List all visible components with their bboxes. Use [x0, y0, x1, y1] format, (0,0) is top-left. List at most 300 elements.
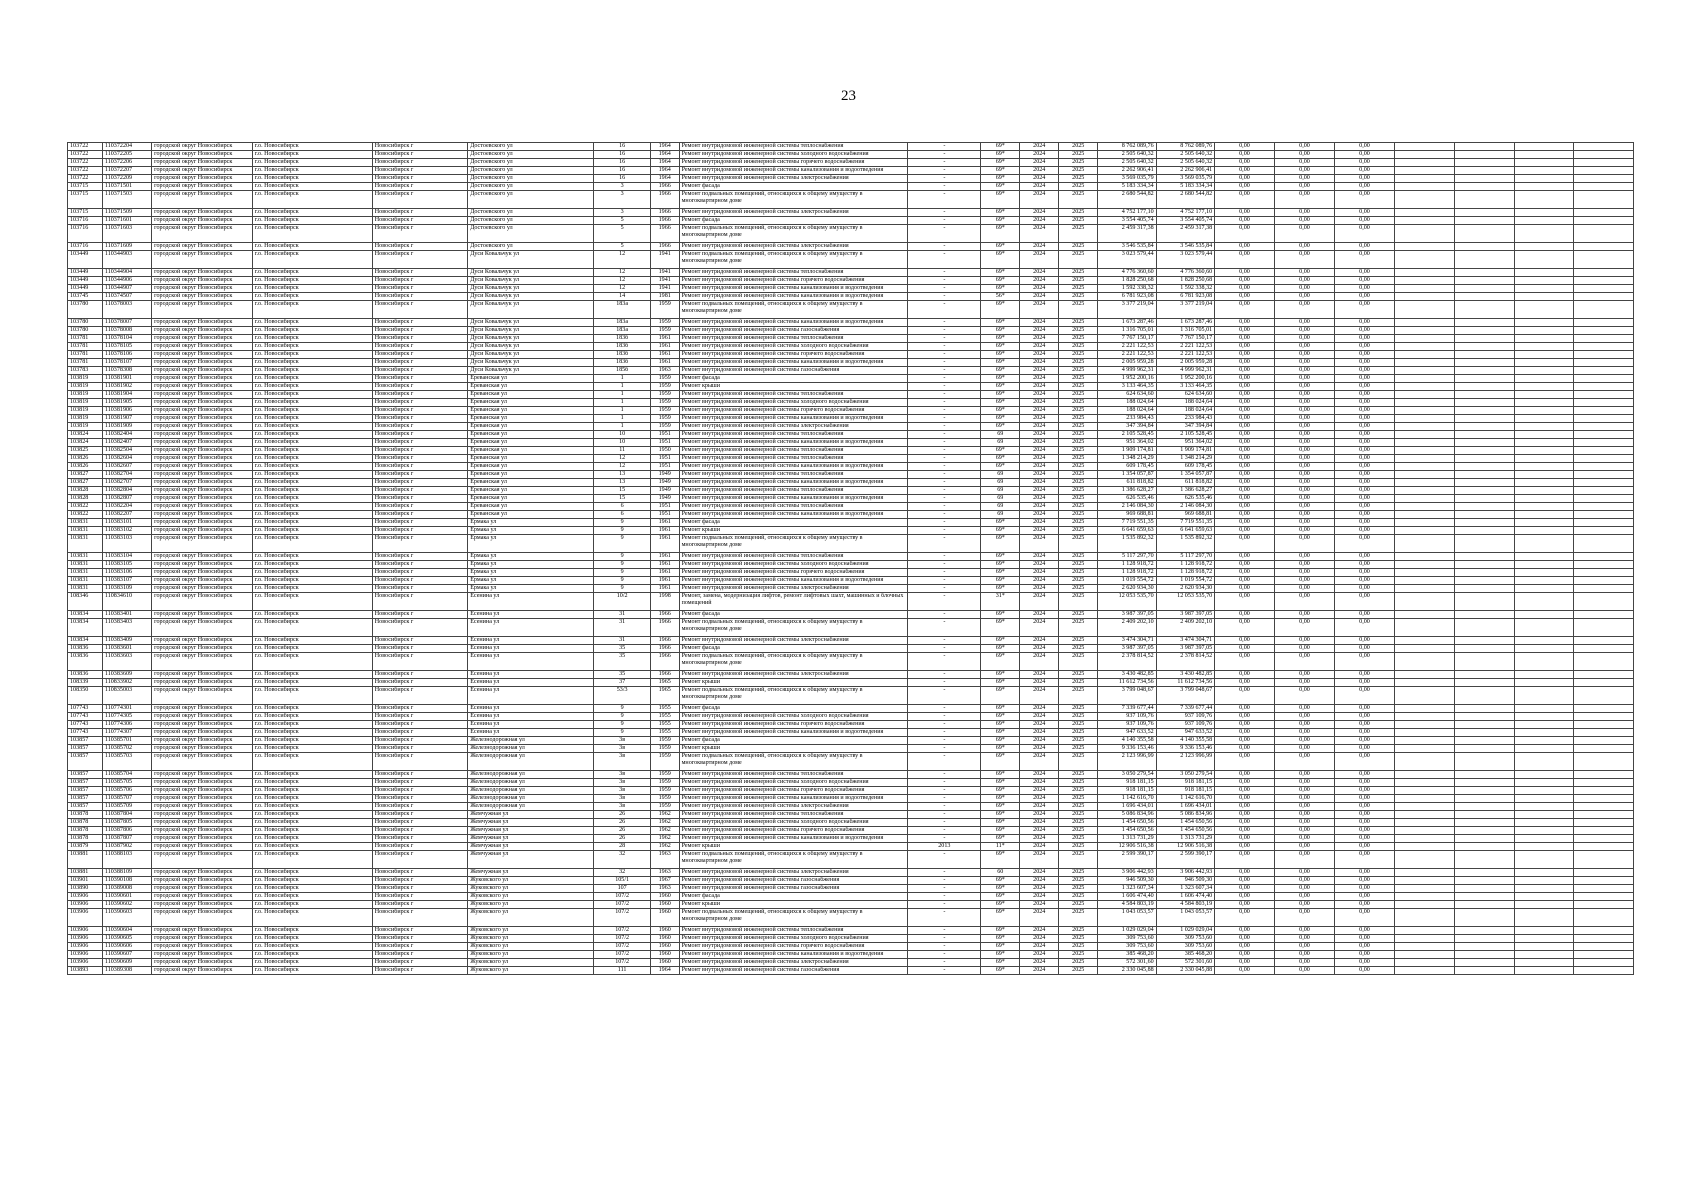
- cell-extra-1: [1394, 343, 1455, 351]
- cell-wear: 69*: [981, 217, 1020, 225]
- cell-extra-1: [1394, 951, 1455, 959]
- cell-extra-1: [1394, 851, 1455, 869]
- cell-street: Ереванская ул: [468, 495, 594, 503]
- cell-municipality: городской округ Новосибирск: [152, 455, 253, 463]
- cell-work-type: Ремонт фасада: [679, 737, 908, 745]
- cell-urban-district: г.о. Новосибирск: [252, 455, 372, 463]
- cell-owners-cost: 0,00: [1274, 811, 1335, 819]
- cell-street: Ермака ул: [468, 535, 594, 553]
- table-row: [68, 787, 1634, 795]
- cell-budget-cost: 0,00: [1215, 399, 1275, 407]
- cell-extra-2: [1455, 225, 1515, 243]
- cell-settlement: Новосибирск г: [372, 447, 467, 455]
- cell-municipality: городской округ Новосибирск: [152, 877, 253, 885]
- cell-build-year: 1966: [650, 619, 679, 637]
- cell-house-id: 108350: [68, 687, 103, 705]
- cell-work-id: 110389008: [102, 885, 151, 893]
- cell-municipality: городской округ Новосибирск: [152, 463, 253, 471]
- cell-last-repair-year: -: [908, 943, 981, 951]
- cell-budget-cost: 0,00: [1215, 745, 1275, 753]
- cell-total-cost: 3 023 579,44: [1098, 251, 1156, 269]
- cell-extra-3: [1514, 351, 1574, 359]
- table-row: [68, 653, 1634, 671]
- cell-street: Есенина ул: [468, 645, 594, 653]
- cell-wear: 69*: [981, 343, 1020, 351]
- cell-plan-year-start: 2024: [1020, 901, 1059, 909]
- cell-last-repair-year: -: [908, 343, 981, 351]
- cell-budget-cost: 0,00: [1215, 959, 1275, 967]
- cell-build-year: 1964: [650, 967, 679, 975]
- cell-extra-2: [1455, 327, 1515, 335]
- cell-other-cost: 0,00: [1335, 209, 1395, 217]
- cell-owners-cost: 0,00: [1274, 415, 1335, 423]
- cell-house-number: 32: [594, 851, 650, 869]
- cell-extra-3: [1514, 479, 1574, 487]
- cell-extra-3: [1514, 327, 1574, 335]
- cell-street: Ереванская ул: [468, 439, 594, 447]
- cell-wear: 69*: [981, 399, 1020, 407]
- cell-budget-cost: 0,00: [1215, 359, 1275, 367]
- cell-plan-year-start: 2024: [1020, 827, 1059, 835]
- cell-owners-cost: 0,00: [1274, 611, 1335, 619]
- cell-extra-2: [1455, 803, 1515, 811]
- cell-last-repair-year: -: [908, 787, 981, 795]
- cell-extra-4: [1574, 771, 1634, 779]
- cell-other-cost: 0,00: [1335, 959, 1395, 967]
- cell-house-id: 103831: [68, 561, 103, 569]
- table-row: [68, 803, 1634, 811]
- cell-extra-3: [1514, 407, 1574, 415]
- cell-fund-cost: 9 336 153,46: [1156, 745, 1214, 753]
- cell-house-id: 108346: [68, 593, 103, 611]
- cell-extra-3: [1514, 159, 1574, 167]
- cell-last-repair-year: -: [908, 293, 981, 301]
- cell-house-id: 103831: [68, 519, 103, 527]
- cell-work-type: Ремонт внутридомовой инженерной системы теплоснабжения: [679, 487, 908, 495]
- cell-house-number: 107/2: [594, 935, 650, 943]
- cell-wear: 69*: [981, 835, 1020, 843]
- cell-settlement: Новосибирск г: [372, 753, 467, 771]
- cell-wear: 69*: [981, 423, 1020, 431]
- cell-plan-year-end: 2025: [1059, 503, 1098, 511]
- cell-plan-year-end: 2025: [1059, 819, 1098, 827]
- cell-settlement: Новосибирск г: [372, 811, 467, 819]
- cell-extra-4: [1574, 585, 1634, 593]
- cell-extra-2: [1455, 687, 1515, 705]
- cell-fund-cost: 347 394,84: [1156, 423, 1214, 431]
- cell-work-id: 110383106: [102, 569, 151, 577]
- cell-work-id: 110381902: [102, 383, 151, 391]
- cell-work-type: Ремонт фасада: [679, 375, 908, 383]
- cell-owners-cost: 0,00: [1274, 729, 1335, 737]
- cell-plan-year-start: 2024: [1020, 301, 1059, 319]
- cell-extra-2: [1455, 183, 1515, 191]
- cell-work-id: 110378003: [102, 301, 151, 319]
- cell-street: Ереванская ул: [468, 479, 594, 487]
- cell-work-id: 110383401: [102, 611, 151, 619]
- cell-settlement: Новосибирск г: [372, 343, 467, 351]
- cell-work-id: 110387804: [102, 811, 151, 819]
- cell-total-cost: 233 984,43: [1098, 415, 1156, 423]
- cell-total-cost: 1 316 705,01: [1098, 327, 1156, 335]
- cell-owners-cost: 0,00: [1274, 285, 1335, 293]
- table-row: [68, 519, 1634, 527]
- cell-budget-cost: 0,00: [1215, 935, 1275, 943]
- table-row: [68, 327, 1634, 335]
- cell-urban-district: г.о. Новосибирск: [252, 611, 372, 619]
- cell-plan-year-start: 2024: [1020, 175, 1059, 183]
- cell-work-id: 110390607: [102, 951, 151, 959]
- cell-extra-4: [1574, 293, 1634, 301]
- cell-urban-district: г.о. Новосибирск: [252, 495, 372, 503]
- cell-wear: 11*: [981, 843, 1020, 851]
- cell-extra-1: [1394, 527, 1455, 535]
- cell-work-type: Ремонт внутридомовой инженерной системы теплоснабжения: [679, 811, 908, 819]
- cell-municipality: городской округ Новосибирск: [152, 183, 253, 191]
- cell-extra-4: [1574, 151, 1634, 159]
- table-row: [68, 943, 1634, 951]
- cell-municipality: городской округ Новосибирск: [152, 729, 253, 737]
- cell-house-id: 103783: [68, 367, 103, 375]
- cell-other-cost: 0,00: [1335, 619, 1395, 637]
- cell-owners-cost: 0,00: [1274, 687, 1335, 705]
- cell-settlement: Новосибирск г: [372, 779, 467, 787]
- cell-budget-cost: 0,00: [1215, 191, 1275, 209]
- cell-budget-cost: 0,00: [1215, 375, 1275, 383]
- cell-fund-cost: 2 123 996,99: [1156, 753, 1214, 771]
- cell-work-id: 110385709: [102, 803, 151, 811]
- cell-work-type: Ремонт внутридомовой инженерной системы электроснабжения: [679, 803, 908, 811]
- cell-house-number: 31: [594, 637, 650, 645]
- cell-fund-cost: 918 181,15: [1156, 787, 1214, 795]
- cell-municipality: городской округ Новосибирск: [152, 383, 253, 391]
- cell-budget-cost: 0,00: [1215, 927, 1275, 935]
- cell-extra-2: [1455, 927, 1515, 935]
- cell-extra-2: [1455, 795, 1515, 803]
- cell-plan-year-end: 2025: [1059, 407, 1098, 415]
- cell-last-repair-year: -: [908, 593, 981, 611]
- cell-budget-cost: 0,00: [1215, 951, 1275, 959]
- cell-owners-cost: 0,00: [1274, 383, 1335, 391]
- cell-extra-2: [1455, 967, 1515, 975]
- cell-urban-district: г.о. Новосибирск: [252, 645, 372, 653]
- cell-extra-2: [1455, 835, 1515, 843]
- cell-municipality: городской округ Новосибирск: [152, 819, 253, 827]
- cell-settlement: Новосибирск г: [372, 293, 467, 301]
- cell-fund-cost: 624 634,60: [1156, 391, 1214, 399]
- cell-work-type: Ремонт внутридомовой инженерной системы газоснабжения: [679, 327, 908, 335]
- cell-plan-year-end: 2025: [1059, 209, 1098, 217]
- cell-wear: 69*: [981, 885, 1020, 893]
- cell-house-id: 103857: [68, 771, 103, 779]
- cell-owners-cost: 0,00: [1274, 519, 1335, 527]
- cell-extra-1: [1394, 495, 1455, 503]
- table-row: [68, 293, 1634, 301]
- cell-wear: 69*: [981, 175, 1020, 183]
- cell-extra-3: [1514, 217, 1574, 225]
- table-row: [68, 251, 1634, 269]
- cell-extra-4: [1574, 167, 1634, 175]
- cell-build-year: 1955: [650, 721, 679, 729]
- table-row: [68, 637, 1634, 645]
- cell-wear: 69*: [981, 367, 1020, 375]
- cell-build-year: 1949: [650, 471, 679, 479]
- cell-extra-1: [1394, 293, 1455, 301]
- cell-extra-3: [1514, 819, 1574, 827]
- cell-municipality: городской округ Новосибирск: [152, 721, 253, 729]
- cell-work-id: 110374507: [102, 293, 151, 301]
- cell-budget-cost: 0,00: [1215, 585, 1275, 593]
- cell-settlement: Новосибирск г: [372, 285, 467, 293]
- cell-urban-district: г.о. Новосибирск: [252, 225, 372, 243]
- cell-other-cost: 0,00: [1335, 327, 1395, 335]
- cell-build-year: 1966: [650, 183, 679, 191]
- cell-extra-4: [1574, 159, 1634, 167]
- cell-house-number: 183б: [594, 351, 650, 359]
- table-row: [68, 167, 1634, 175]
- cell-extra-2: [1455, 407, 1515, 415]
- cell-last-repair-year: -: [908, 327, 981, 335]
- cell-house-number: 183а: [594, 327, 650, 335]
- cell-other-cost: 0,00: [1335, 367, 1395, 375]
- cell-extra-1: [1394, 285, 1455, 293]
- cell-work-type: Ремонт фасада: [679, 183, 908, 191]
- table-row: [68, 495, 1634, 503]
- cell-municipality: городской округ Новосибирск: [152, 893, 253, 901]
- cell-work-id: 110390108: [102, 877, 151, 885]
- cell-wear: 69*: [981, 535, 1020, 553]
- cell-plan-year-end: 2025: [1059, 391, 1098, 399]
- cell-fund-cost: 3 906 442,93: [1156, 869, 1214, 877]
- cell-build-year: 1959: [650, 795, 679, 803]
- cell-settlement: Новосибирск г: [372, 455, 467, 463]
- cell-total-cost: 2 599 390,17: [1098, 851, 1156, 869]
- cell-extra-1: [1394, 407, 1455, 415]
- cell-work-id: 110381907: [102, 415, 151, 423]
- cell-extra-4: [1574, 671, 1634, 679]
- cell-budget-cost: 0,00: [1215, 343, 1275, 351]
- cell-extra-1: [1394, 359, 1455, 367]
- cell-fund-cost: 3 987 397,05: [1156, 645, 1214, 653]
- cell-budget-cost: 0,00: [1215, 351, 1275, 359]
- cell-owners-cost: 0,00: [1274, 679, 1335, 687]
- cell-settlement: Новосибирск г: [372, 487, 467, 495]
- cell-work-type: Ремонт подвальных помещений, относящихся к общему имуществу в многоквартирном доме: [679, 619, 908, 637]
- cell-street: Жемчужная ул: [468, 811, 594, 819]
- cell-work-type: Ремонт внутридомовой инженерной системы горячего водоснабжения: [679, 351, 908, 359]
- cell-wear: 69*: [981, 943, 1020, 951]
- cell-budget-cost: 0,00: [1215, 285, 1275, 293]
- cell-house-number: 185б: [594, 367, 650, 375]
- cell-municipality: городской округ Новосибирск: [152, 967, 253, 975]
- cell-street: Ереванская ул: [468, 455, 594, 463]
- cell-urban-district: г.о. Новосибирск: [252, 745, 372, 753]
- cell-wear: 69*: [981, 745, 1020, 753]
- cell-extra-3: [1514, 439, 1574, 447]
- cell-build-year: 1965: [650, 687, 679, 705]
- cell-work-type: Ремонт крыши: [679, 383, 908, 391]
- cell-extra-2: [1455, 637, 1515, 645]
- cell-last-repair-year: -: [908, 519, 981, 527]
- cell-plan-year-start: 2024: [1020, 593, 1059, 611]
- cell-other-cost: 0,00: [1335, 343, 1395, 351]
- cell-wear: 69*: [981, 779, 1020, 787]
- cell-other-cost: 0,00: [1335, 811, 1395, 819]
- cell-settlement: Новосибирск г: [372, 159, 467, 167]
- table-row: [68, 959, 1634, 967]
- cell-total-cost: 609 178,45: [1098, 463, 1156, 471]
- cell-plan-year-end: 2025: [1059, 191, 1098, 209]
- cell-wear: 69*: [981, 463, 1020, 471]
- cell-urban-district: г.о. Новосибирск: [252, 835, 372, 843]
- cell-wear: 69*: [981, 327, 1020, 335]
- cell-settlement: Новосибирск г: [372, 439, 467, 447]
- cell-street: Есенина ул: [468, 619, 594, 637]
- cell-last-repair-year: -: [908, 819, 981, 827]
- cell-wear: 69*: [981, 737, 1020, 745]
- cell-work-type: Ремонт внутридомовой инженерной системы электроснабжения: [679, 585, 908, 593]
- cell-last-repair-year: -: [908, 893, 981, 901]
- cell-municipality: городской округ Новосибирск: [152, 143, 253, 151]
- cell-street: Ереванская ул: [468, 471, 594, 479]
- cell-urban-district: г.о. Новосибирск: [252, 359, 372, 367]
- cell-fund-cost: 1 019 554,72: [1156, 577, 1214, 585]
- cell-build-year: 1961: [650, 351, 679, 359]
- cell-fund-cost: 947 633,52: [1156, 729, 1214, 737]
- cell-extra-2: [1455, 811, 1515, 819]
- cell-total-cost: 2 123 996,99: [1098, 753, 1156, 771]
- cell-urban-district: г.о. Новосибирск: [252, 787, 372, 795]
- cell-wear: 69*: [981, 787, 1020, 795]
- cell-settlement: Новосибирск г: [372, 671, 467, 679]
- cell-work-id: 110371601: [102, 217, 151, 225]
- cell-plan-year-start: 2024: [1020, 843, 1059, 851]
- cell-build-year: 1959: [650, 787, 679, 795]
- cell-budget-cost: 0,00: [1215, 159, 1275, 167]
- cell-extra-3: [1514, 519, 1574, 527]
- cell-total-cost: 1 128 918,72: [1098, 569, 1156, 577]
- cell-work-id: 110382407: [102, 439, 151, 447]
- cell-work-id: 110372204: [102, 143, 151, 151]
- cell-house-number: 26: [594, 811, 650, 819]
- cell-wear: 69*: [981, 407, 1020, 415]
- cell-extra-2: [1455, 569, 1515, 577]
- table-row: [68, 159, 1634, 167]
- table-row: [68, 729, 1634, 737]
- cell-settlement: Новосибирск г: [372, 869, 467, 877]
- cell-budget-cost: 0,00: [1215, 293, 1275, 301]
- table-row: [68, 835, 1634, 843]
- cell-extra-2: [1455, 819, 1515, 827]
- table-row: [68, 439, 1634, 447]
- cell-fund-cost: 937 109,76: [1156, 713, 1214, 721]
- cell-plan-year-end: 2025: [1059, 909, 1098, 927]
- cell-house-number: 105/1: [594, 877, 650, 885]
- cell-plan-year-end: 2025: [1059, 927, 1098, 935]
- cell-street: Железнодорожная ул: [468, 787, 594, 795]
- cell-fund-cost: 12 053 535,70: [1156, 593, 1214, 611]
- cell-municipality: городской округ Новосибирск: [152, 519, 253, 527]
- cell-build-year: 1949: [650, 487, 679, 495]
- cell-owners-cost: 0,00: [1274, 885, 1335, 893]
- cell-street: Ермака ул: [468, 553, 594, 561]
- cell-work-type: Ремонт внутридомовой инженерной системы электроснабжения: [679, 671, 908, 679]
- cell-work-id: 110388109: [102, 869, 151, 877]
- cell-plan-year-end: 2025: [1059, 935, 1098, 943]
- cell-other-cost: 0,00: [1335, 737, 1395, 745]
- cell-plan-year-end: 2025: [1059, 577, 1098, 585]
- cell-work-type: Ремонт внутридомовой инженерной системы электроснабжения: [679, 243, 908, 251]
- cell-municipality: городской округ Новосибирск: [152, 585, 253, 593]
- cell-budget-cost: 0,00: [1215, 487, 1275, 495]
- cell-plan-year-start: 2024: [1020, 679, 1059, 687]
- cell-last-repair-year: -: [908, 277, 981, 285]
- cell-plan-year-start: 2024: [1020, 191, 1059, 209]
- cell-budget-cost: 0,00: [1215, 431, 1275, 439]
- cell-work-id: 110381904: [102, 391, 151, 399]
- cell-municipality: городской округ Новосибирск: [152, 527, 253, 535]
- cell-other-cost: 0,00: [1335, 359, 1395, 367]
- cell-wear: 69*: [981, 527, 1020, 535]
- cell-extra-1: [1394, 737, 1455, 745]
- cell-total-cost: 7 767 150,17: [1098, 335, 1156, 343]
- cell-settlement: Новосибирск г: [372, 375, 467, 383]
- cell-other-cost: 0,00: [1335, 835, 1395, 843]
- cell-plan-year-end: 2025: [1059, 943, 1098, 951]
- cell-extra-4: [1574, 495, 1634, 503]
- cell-wear: 69*: [981, 277, 1020, 285]
- cell-extra-3: [1514, 687, 1574, 705]
- cell-extra-4: [1574, 251, 1634, 269]
- cell-work-id: 110382504: [102, 447, 151, 455]
- cell-work-id: 110385706: [102, 787, 151, 795]
- cell-other-cost: 0,00: [1335, 511, 1395, 519]
- cell-work-id: 110390604: [102, 927, 151, 935]
- cell-other-cost: 0,00: [1335, 471, 1395, 479]
- cell-extra-3: [1514, 653, 1574, 671]
- cell-owners-cost: 0,00: [1274, 771, 1335, 779]
- table-row: [68, 367, 1634, 375]
- cell-owners-cost: 0,00: [1274, 637, 1335, 645]
- cell-budget-cost: 0,00: [1215, 943, 1275, 951]
- cell-urban-district: г.о. Новосибирск: [252, 803, 372, 811]
- cell-work-type: Ремонт подвальных помещений, относящихся к общему имуществу в многоквартирном доме: [679, 753, 908, 771]
- cell-plan-year-start: 2024: [1020, 285, 1059, 293]
- cell-extra-1: [1394, 335, 1455, 343]
- cell-fund-cost: 951 364,02: [1156, 439, 1214, 447]
- cell-total-cost: 4 752 177,10: [1098, 209, 1156, 217]
- cell-work-id: 110381905: [102, 399, 151, 407]
- table-row: [68, 827, 1634, 835]
- cell-plan-year-start: 2024: [1020, 375, 1059, 383]
- table-row: [68, 319, 1634, 327]
- cell-house-number: 3в: [594, 745, 650, 753]
- cell-work-id: 110390609: [102, 959, 151, 967]
- cell-urban-district: г.о. Новосибирск: [252, 721, 372, 729]
- cell-urban-district: г.о. Новосибирск: [252, 819, 372, 827]
- cell-settlement: Новосибирск г: [372, 209, 467, 217]
- cell-extra-1: [1394, 431, 1455, 439]
- cell-house-id: 103879: [68, 843, 103, 851]
- cell-budget-cost: 0,00: [1215, 637, 1275, 645]
- cell-last-repair-year: -: [908, 251, 981, 269]
- cell-urban-district: г.о. Новосибирск: [252, 553, 372, 561]
- table-row: [68, 191, 1634, 209]
- cell-work-id: 110774301: [102, 705, 151, 713]
- cell-street: Железнодорожная ул: [468, 779, 594, 787]
- cell-settlement: Новосибирск г: [372, 721, 467, 729]
- cell-work-id: 110378008: [102, 327, 151, 335]
